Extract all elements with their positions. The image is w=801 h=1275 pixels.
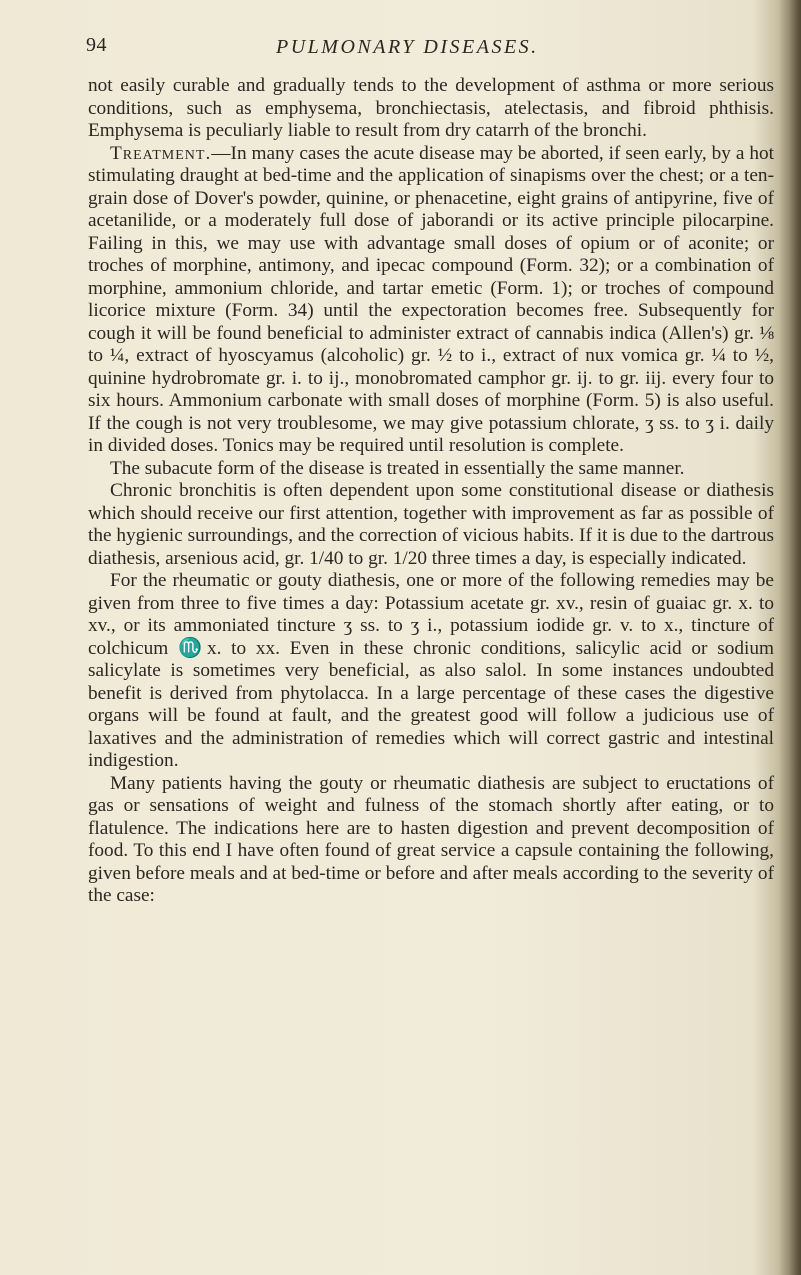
paragraph-text: Many patients having the gouty or rheumatic diathesis are subject to eructations of gas or sensations of weight and fulness of the stomach shortly after eating, or to flatulence. The indications here are to hasten digestion and prevent decomposition of food. To this end I have often found of great service a capsule containing the following, given before meals and at bed-time or before and after meals according to the severity of the case: [88, 772, 774, 906]
paragraph [88, 458, 774, 481]
paragraph-text: The subacute form of the disease is treated in essentially the same manner. [110, 457, 685, 479]
paragraph [88, 570, 774, 773]
paragraph-treatment [88, 143, 774, 458]
paragraph [88, 75, 774, 143]
paragraph-text: For the rheumatic or gouty diathesis, one or more of the following remedies may be given from three to five times a day: Potassium acetate gr. xv., resin of guaiac gr. x. to xv., or its ammoniated tincture ʒ ss. to ʒ i., potassium iodide gr. v. to x., tincture of colchicum ♏x. to xx. Even in these chronic conditions, salicylic acid or sodium salicylate is sometimes very beneficial, as also salol. In some instances undoubted benefit is derived from phytolacca. In a large percentage of these cases the digestive organs will be found at fault, and the greatest good will follow a judicious use of laxatives and the administration of remedies which will correct gastric and intestinal indigestion. [88, 570, 774, 771]
page-edge-shadow [779, 0, 801, 1275]
page-number: 94 [86, 34, 107, 56]
page-header [86, 34, 776, 62]
paragraph [88, 773, 774, 908]
paragraph-text: —In many cases the acute disease may be aborted, if seen early, by a hot stimulating draught at bed-time and the application of sinapisms over the chest; or a ten-grain dose of Dover's powder, quinine, or phenacetine, eight grains of antipyrine, five of acetanilide, or a moderately full dose of jaborandi or its active principle pilocarpine. Failing in this, we may use with advantage small doses of opium or of aconite; or troches of morphine, antimony, and ipecac compound (Form. 32); or a combination of morphine, ammonium chloride, and tartar emetic (Form. 1); or troches of compound licorice mixture (Form. 34) until the expectoration becomes free. Subsequently for cough it will be found beneficial to administer extract of cannabis indica (Allen's) gr. ⅛ to ¼, extract of hyoscyamus (alcoholic) gr. ½ to i., extract of nux vomica gr. ¼ to ½, quinine hydrobromate gr. i. to ij., monobromated camphor gr. ij. to gr. iij. every four to six hours. Ammonium carbonate with small doses of morphine (Form. 5) is also useful. If the cough is not very troublesome, we may give potassium chlorate, ʒ ss. to ʒ i. daily in divided doses. Tonics may be required until resolution is complete. [88, 142, 774, 456]
running-head: PULMONARY DISEASES. [276, 36, 539, 58]
paragraph-text: Chronic bronchitis is often dependent upon some constitutional disease or diathesis which should receive our first attention, together with improvement as far as possible of the hygienic surroundings, and the correction of vicious habits. If it is due to the dartrous diathesis, arsenious acid, gr. 1/40 to gr. 1/20 three times a day, is especially indicated. [88, 480, 774, 569]
paragraph-lead: Treatment. [110, 142, 212, 164]
body-text [88, 75, 774, 908]
paragraph [88, 480, 774, 570]
paragraph-text: not easily curable and gradually tends to the development of asthma or more serious conditions, such as emphysema, bronchiectasis, atelectasis, and fibroid phthisis. Emphysema is peculiarly liable to result from dry catarrh of the bronchi. [88, 75, 774, 141]
